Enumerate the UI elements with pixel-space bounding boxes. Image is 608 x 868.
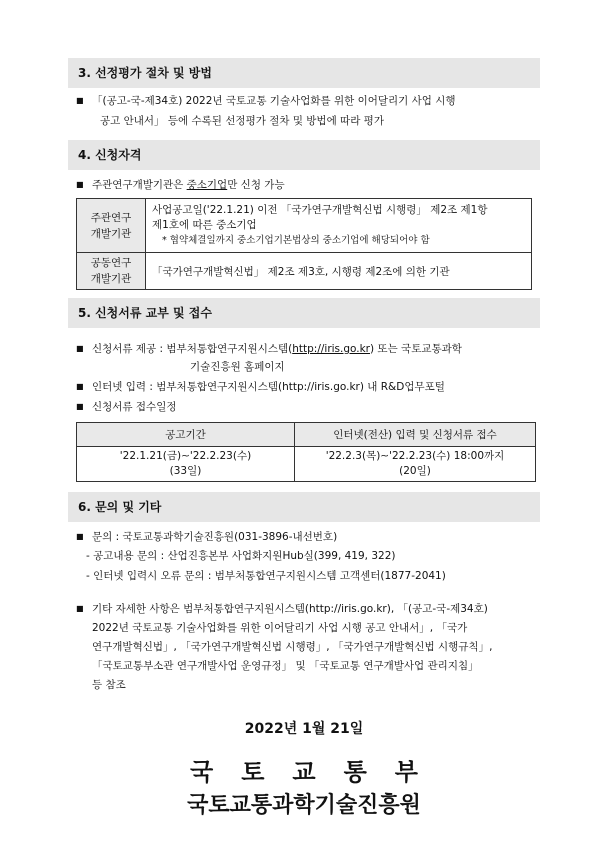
eligibility-value-joint: 「국가연구개발혁신법」 제2조 제3호, 시행령 제2조에 의한 기관: [146, 253, 532, 290]
issue-date: 2022년 1월 21일: [244, 721, 364, 737]
iris-link[interactable]: http://iris.go.kr: [292, 343, 370, 355]
sec5-online-entry: 인터넷 입력 : 범부처통합연구지원시스템(http://iris.go.kr) 내 R&D업무포털: [92, 381, 445, 393]
schedule-data-row: [77, 447, 536, 482]
schedule-submission-cell: [295, 447, 536, 482]
label-line: 공동연구: [90, 257, 132, 269]
sec4-eligibility-underlined: 중소기업: [186, 179, 228, 191]
cell-line: '22.2.3(목)∼'22.2.23(수) 18:00까지: [325, 450, 505, 462]
sec6-reference: [92, 600, 542, 695]
schedule-period-cell: [77, 447, 295, 482]
bullet-square-icon: ■: [76, 180, 84, 189]
cell-line: (20일): [399, 465, 431, 477]
eligibility-row-lead: [77, 199, 532, 253]
bullet-square-icon: ■: [76, 604, 84, 613]
eligibility-row-joint: [77, 253, 532, 290]
sec6-contact-detail-1: - 공고내용 문의 : 산업진흥본부 사업화지원Hub실(399, 419, 322): [86, 550, 396, 562]
reference-line: 「국토교통부소관 연구개발사업 운영규정」 및 「국토교통 연구개발사업 관리지침」: [92, 660, 479, 672]
reference-line: 등 참조: [92, 679, 126, 691]
value-note: * 협약체결일까지 중소기업기본법상의 중소기업에 해당되어야 함: [162, 235, 430, 246]
text-span: ) 또는 국토교통과학: [370, 343, 462, 355]
value-line: 사업공고일('22.1.21) 이전 「국가연구개발혁신법 시행령」 제2조 제1항: [152, 204, 488, 216]
reference-line: 기타 자세한 사항은 범부처통합연구지원시스템(http://iris.go.kr), 「(공고-국-제34호): [92, 603, 488, 615]
section-3-header: 3. 선정평가 절차 및 방법: [68, 58, 540, 88]
sec5-documents-line2: 기술진흥원 홈페이지: [190, 361, 285, 373]
section-4-header: 4. 신청자격: [68, 140, 540, 170]
sec5-schedule-label: 신청서류 접수일정: [92, 401, 177, 413]
label-line: 개발기관: [90, 227, 132, 240]
schedule-header-submission: 인터넷(전산) 입력 및 신청서류 접수: [295, 423, 536, 447]
label-line: 개발기관: [90, 273, 132, 285]
ministry-name: 국토교통부: [190, 758, 446, 786]
bullet-square-icon: ■: [76, 96, 84, 105]
sec6-contact-detail-2: - 인터넷 입력시 오류 문의 : 범부처통합연구지원시스템 고객센터(1877-2041): [86, 570, 446, 582]
sec4-eligibility-suffix: 만 신청 가능: [227, 179, 285, 191]
eligibility-label-lead: [77, 199, 146, 253]
bullet-square-icon: ■: [76, 402, 84, 411]
sec5-documents-line1: [92, 340, 542, 358]
section-5-header: 5. 신청서류 교부 및 접수: [68, 298, 540, 328]
eligibility-value-lead: [146, 199, 532, 253]
value-line: 제1호에 따른 중소기업: [152, 219, 257, 231]
text-span: 신청서류 제공 : 범부처통합연구지원시스템(: [92, 343, 293, 355]
label-line: 주관연구: [90, 211, 132, 224]
eligibility-label-joint: [77, 253, 146, 290]
section-6-header: 6. 문의 및 기타: [68, 492, 540, 522]
sec4-eligibility-prefix: 주관연구개발기관은: [92, 179, 187, 191]
schedule-header-period: 공고기간: [77, 423, 295, 447]
sec6-contact: 문의 : 국토교통과학기술진흥원(031-3896-내선번호): [92, 531, 338, 543]
agency-name: 국토교통과학기술진흥원: [187, 793, 421, 818]
bullet-square-icon: ■: [76, 532, 84, 541]
cell-line: '22.1.21(금)∼'22.2.23(수): [119, 450, 252, 462]
bullet-square-icon: ■: [76, 344, 84, 353]
schedule-header-row: [77, 423, 536, 447]
sec4-eligibility-text: [92, 176, 532, 194]
bullet-square-icon: ■: [76, 382, 84, 391]
cell-line: (33일): [169, 465, 202, 477]
schedule-table: [76, 422, 536, 482]
eligibility-table: [76, 198, 532, 290]
reference-line: 2022년 국토교통 기술사업화를 위한 이어달리기 사업 시행 공고 안내서」, 「국가: [92, 622, 468, 634]
sec3-text-line1: 「(공고-국-제34호) 2022년 국토교통 기술사업화를 위한 이어달리기 사업 시행: [92, 95, 456, 107]
reference-line: 연구개발혁신법」, 「국가연구개발혁신법 시행령」, 「국가연구개발혁신법 시행규칙」,: [92, 641, 493, 653]
sec3-text-line2: 공고 안내서」 등에 수록된 선정평가 절차 및 방법에 따라 평가: [100, 115, 384, 127]
